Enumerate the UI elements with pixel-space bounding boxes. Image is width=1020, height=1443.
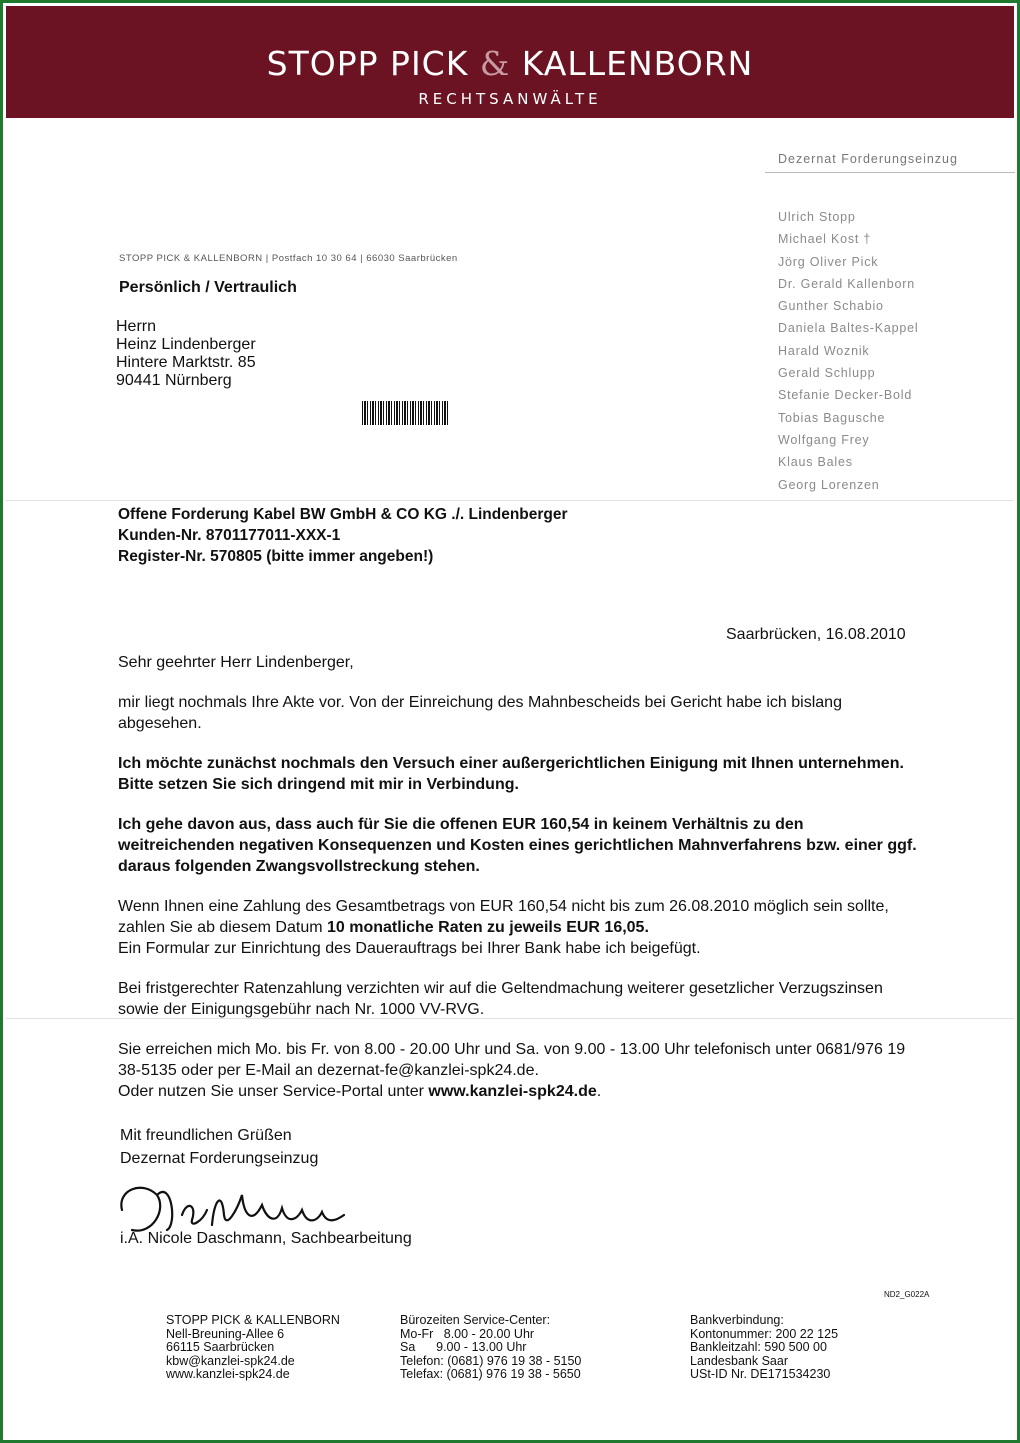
signer-line: i.A. Nicole Daschmann, Sachbearbeitung <box>120 1230 412 1247</box>
firm-name: STOPP PICK & KALLENBORN <box>266 44 754 83</box>
footer-address <box>166 1314 340 1382</box>
footer-line: Mo-Fr 8.00 - 20.00 Uhr <box>400 1326 535 1341</box>
footer-line: Bürozeiten Service-Center: <box>400 1313 551 1327</box>
footer-line: USt-ID Nr. DE171534230 <box>690 1367 831 1382</box>
letterhead <box>6 6 1014 118</box>
footer-bank <box>690 1314 838 1382</box>
footer-line: Nell-Breuning-Allee 6 <box>166 1326 285 1341</box>
partner-name: Harald Woznik <box>778 343 870 358</box>
recipient-name: Heinz Lindenberger <box>116 336 256 353</box>
confidential-label: Persönlich / Vertraulich <box>119 279 297 296</box>
paragraph-bold: Ich möchte zunächst nochmals den Versuch einer außergerichtlichen Einigung mit Ihnen unternehmen. Bitte setzen Sie sich dringend mit mir in Verbindung. <box>118 755 904 793</box>
document-reference: ND2_G022A <box>884 1290 930 1299</box>
divider <box>765 172 1015 173</box>
closing-greeting: Mit freundlichen Grüßen <box>120 1127 292 1144</box>
barcode <box>362 401 448 425</box>
partner-name: Gerald Schlupp <box>778 366 876 381</box>
footer-line: 66115 Saarbrücken <box>166 1340 275 1355</box>
partner-name: Stefanie Decker-Bold <box>778 388 913 403</box>
partner-name: Daniela Baltes-Kappel <box>778 321 919 336</box>
footer-line: Bankleitzahl: 590 500 00 <box>690 1340 827 1355</box>
closing <box>120 1124 318 1170</box>
subject-line: Offene Forderung Kabel BW GmbH & CO KG ./. Lindenberger <box>118 506 568 523</box>
partner-name: Ulrich Stopp <box>778 210 856 224</box>
footer-line: www.kanzlei-spk24.de <box>166 1367 290 1382</box>
closing-department: Dezernat Forderungseinzug <box>120 1150 319 1167</box>
fold-line <box>6 1018 1014 1019</box>
recipient-street: Hintere Marktstr. 85 <box>116 354 256 371</box>
partner-name: Tobias Bagusche <box>778 410 886 425</box>
portal-link[interactable]: www.kanzlei-spk24.de <box>428 1083 597 1100</box>
footer-line: kbw@kanzlei-spk24.de <box>166 1353 295 1368</box>
partner-list <box>778 206 919 496</box>
partner-name: Michael Kost † <box>778 232 872 247</box>
recipient-salutation: Herrn <box>116 318 157 335</box>
recipient-city: 90441 Nürnberg <box>116 372 232 389</box>
department-label: Dezernat Forderungseinzug <box>778 152 958 166</box>
partner-name: Gunther Schabio <box>778 299 884 314</box>
fold-line <box>6 500 1014 501</box>
subject-block <box>118 504 568 567</box>
firm-subtitle: RECHTSANWÄLTE <box>418 90 602 108</box>
footer-hours <box>400 1314 581 1382</box>
paragraph-contact: Sie erreichen mich Mo. bis Fr. von 8.00 - 20.00 Uhr und Sa. von 9.00 - 13.00 Uhr telefonisch unter 0681/976 19 38-5135 oder per E-Mail an dezernat-fe@kanzlei-spk24.de. Oder nutzen Sie unser Service-Portal unter www.kanzlei-spk24.de. <box>118 1041 906 1100</box>
partner-name: Wolfgang Frey <box>778 432 870 447</box>
footer-line: Bankverbindung: <box>690 1313 784 1327</box>
partner-name: Dr. Gerald Kallenborn <box>778 276 916 291</box>
register-number: Register-Nr. 570805 (bitte immer angeben!) <box>118 548 434 565</box>
footer-line: Sa 9.00 - 13.00 Uhr <box>400 1340 527 1355</box>
sender-line: STOPP PICK & KALLENBORN | Postfach 10 30 64 | 66030 Saarbrücken <box>119 253 458 264</box>
greeting: Sehr geehrter Herr Lindenberger, <box>118 654 354 671</box>
footer-line: Telefon: (0681) 976 19 38 - 5150 <box>400 1353 582 1368</box>
footer-line: Kontonummer: 200 22 125 <box>690 1326 839 1341</box>
partner-name: Klaus Bales <box>778 455 853 470</box>
paragraph: mir liegt nochmals Ihre Akte vor. Von der Einreichung des Mahnbescheids bei Gericht habe ich bislang abgesehen. <box>118 694 842 732</box>
footer-line: STOPP PICK & KALLENBORN <box>166 1313 340 1327</box>
customer-number: Kunden-Nr. 8701177011-XXX-1 <box>118 527 341 544</box>
letter-body <box>118 652 918 1121</box>
partner-name: Georg Lorenzen <box>778 477 880 492</box>
partner-name: Jörg Oliver Pick <box>778 254 879 269</box>
paragraph: Bei fristgerechter Ratenzahlung verzichten wir auf die Geltendmachung weiterer gesetzlicher Verzugszinsen sowie der Einigungsgebühr nach Nr. 1000 VV-RVG. <box>118 980 883 1018</box>
paragraph-payment: Wenn Ihnen eine Zahlung des Gesamtbetrags von EUR 160,54 nicht bis zum 26.08.2010 möglich sein sollte, zahlen Sie ab diesem Datum 10 monatliche Raten zu jeweils EUR 16,05. Ein Formular zur Einrichtung des Dauerauftrags bei Ihrer Bank habe ich beigefügt. <box>118 898 889 957</box>
letter-date: Saarbrücken, 16.08.2010 <box>726 626 906 643</box>
recipient-address <box>116 318 256 390</box>
paragraph-bold: Ich gehe davon aus, dass auch für Sie die offenen EUR 160,54 in keinem Verhältnis zu den weitreichenden negativen Konsequenzen und Kosten eines gerichtlichen Mahnverfahrens bzw. einer ggf. daraus folgenden Zwangsvollstreckung stehen. <box>118 816 917 875</box>
footer-line: Telefax: (0681) 976 19 38 - 5650 <box>400 1367 581 1382</box>
footer-line: Landesbank Saar <box>690 1353 788 1368</box>
